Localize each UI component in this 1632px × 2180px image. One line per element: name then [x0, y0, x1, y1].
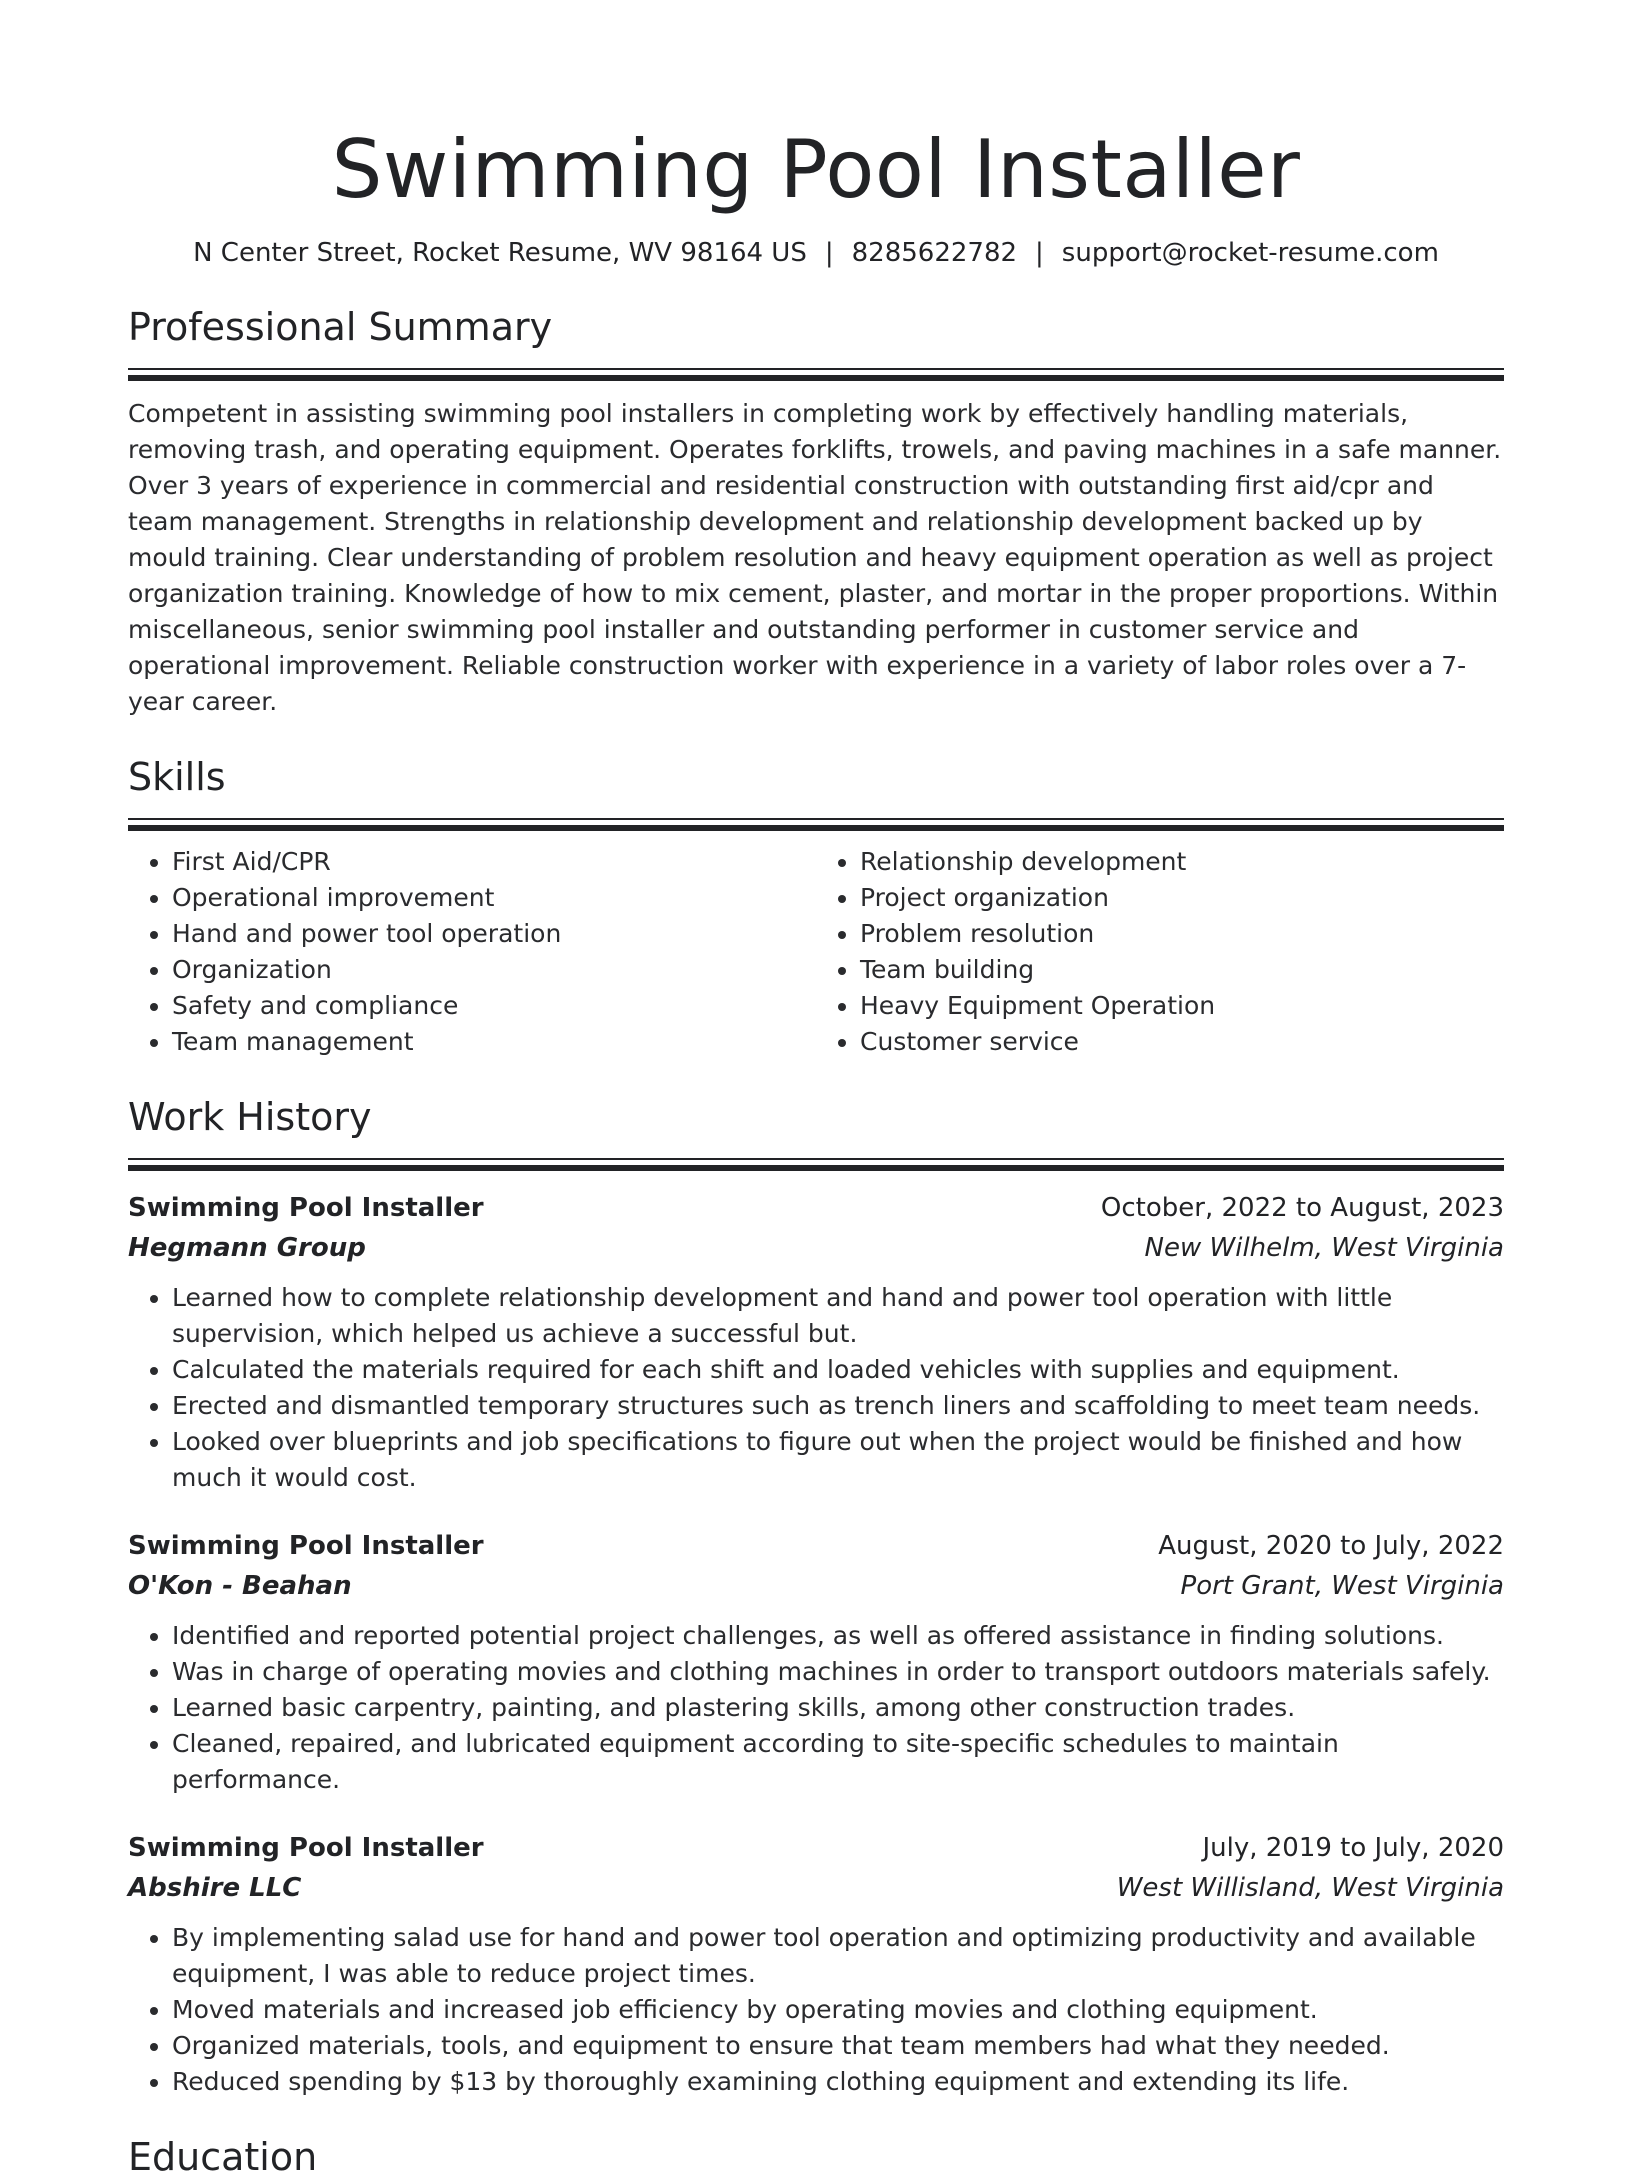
job-bullet: • Erected and dismantled temporary structures such as trench liners and scaffolding to meet team needs. — [172, 1388, 1504, 1424]
job-company: Abshire LLC — [128, 1873, 302, 1903]
skill-item: • Heavy Equipment Operation — [860, 988, 1504, 1024]
job-bullet: • Learned how to complete relationship development and hand and power tool operation with little supervision, which helped us achieve a successful but. — [172, 1280, 1504, 1352]
skills-section — [128, 754, 1504, 1060]
section-divider — [128, 1158, 1504, 1170]
skill-item: • Organization — [172, 952, 816, 988]
job-entry — [128, 1188, 1504, 1496]
job-bullet: • Organized materials, tools, and equipment to ensure that team members had what they needed. — [172, 2028, 1504, 2064]
section-divider — [128, 818, 1504, 830]
contact-address: N Center Street, Rocket Resume, WV 98164 US — [193, 238, 807, 268]
education-section — [128, 2134, 1504, 2180]
skill-item: • Project organization — [860, 880, 1504, 916]
job-entry — [128, 1828, 1504, 2100]
job-header-row — [128, 1828, 1504, 1868]
contact-line — [128, 236, 1504, 270]
contact-separator: | — [824, 238, 834, 268]
job-bullet: • Identified and reported potential project challenges, as well as offered assistance in finding solutions. — [172, 1618, 1504, 1654]
job-company-row — [128, 1868, 1504, 1908]
job-dates: July, 2019 to July, 2020 — [1202, 1833, 1504, 1863]
work-history-section — [128, 1094, 1504, 2100]
skill-item: • Customer service — [860, 1024, 1504, 1060]
job-bullet: • By implementing salad use for hand and power tool operation and optimizing productivity and available equipment, I was able to reduce project times. — [172, 1920, 1504, 1992]
job-company: Hegmann Group — [128, 1233, 366, 1263]
job-bullet: • Reduced spending by $13 by thoroughly examining clothing equipment and extending its life. — [172, 2064, 1504, 2100]
job-location: New Wilhelm, West Virginia — [1144, 1233, 1504, 1263]
contact-phone: 8285622782 — [851, 238, 1018, 268]
skill-item: • First Aid/CPR — [172, 844, 816, 880]
skills-list-right — [816, 844, 1504, 1060]
skill-item: • Operational improvement — [172, 880, 816, 916]
summary-section — [128, 304, 1504, 720]
skill-item: • Safety and compliance — [172, 988, 816, 1024]
job-company: O'Kon - Beahan — [128, 1571, 352, 1601]
resume-name: Swimming Pool Installer — [331, 123, 1301, 216]
job-title: Swimming Pool Installer — [128, 1531, 484, 1561]
job-dates: August, 2020 to July, 2022 — [1158, 1531, 1504, 1561]
job-header-row — [128, 1526, 1504, 1566]
job-location: Port Grant, West Virginia — [1180, 1571, 1504, 1601]
job-title: Swimming Pool Installer — [128, 1193, 484, 1223]
job-bullets — [128, 1618, 1504, 1798]
job-company-row — [128, 1228, 1504, 1268]
summary-text: Competent in assisting swimming pool installers in completing work by effectively handling materials, removing trash, and operating equipment. Operates forklifts, trowels, and paving machines in a safe manner. Over 3 years of experience in commercial and residential construction with outstanding first aid/cpr and team management. Strengths in relationship development and relationship development backed up by mould training. Clear understanding of problem resolution and heavy equipment operation as well as project organization training. Knowledge of how to mix cement, plaster, and mortar in the proper proportions. Within miscellaneous, senior swimming pool installer and outstanding performer in customer service and operational improvement. Reliable construction worker with experience in a variety of labor roles over a 7-year career. — [128, 399, 1502, 716]
skill-item: • Team management — [172, 1024, 816, 1060]
job-dates: October, 2022 to August, 2023 — [1100, 1193, 1504, 1223]
job-bullets — [128, 1920, 1504, 2100]
job-location: West Willisland, West Virginia — [1116, 1873, 1504, 1903]
section-title-skills: Skills — [128, 755, 226, 799]
section-title-work-history: Work History — [128, 1095, 372, 1139]
skill-item: • Team building — [860, 952, 1504, 988]
job-bullets — [128, 1280, 1504, 1496]
job-bullet: • Learned basic carpentry, painting, and plastering skills, among other construction trades. — [172, 1690, 1504, 1726]
contact-separator: | — [1035, 238, 1044, 268]
skills-list-left — [128, 844, 816, 1060]
job-header-row — [128, 1188, 1504, 1228]
job-bullet: • Cleaned, repaired, and lubricated equipment according to site-specific schedules to maintain performance. — [172, 1726, 1504, 1798]
skill-item: • Hand and power tool operation — [172, 916, 816, 952]
job-entry — [128, 1526, 1504, 1798]
job-bullet: • Moved materials and increased job efficiency by operating movies and clothing equipment. — [172, 1992, 1504, 2028]
skill-item: • Problem resolution — [860, 916, 1504, 952]
job-company-row — [128, 1566, 1504, 1606]
skills-columns — [128, 844, 1504, 1060]
resume-page — [128, 0, 1504, 2180]
contact-email: support@rocket-resume.com — [1061, 238, 1439, 268]
section-title-education: Education — [128, 2135, 318, 2179]
job-bullet: • Calculated the materials required for each shift and loaded vehicles with supplies and equipment. — [172, 1352, 1504, 1388]
job-bullet: • Was in charge of operating movies and clothing machines in order to transport outdoors materials safely. — [172, 1654, 1504, 1690]
section-divider — [128, 368, 1504, 380]
job-bullet: • Looked over blueprints and job specifications to figure out when the project would be finished and how much it would cost. — [172, 1424, 1504, 1496]
skill-item: • Relationship development — [860, 844, 1504, 880]
section-title-summary: Professional Summary — [128, 305, 553, 349]
job-title: Swimming Pool Installer — [128, 1833, 484, 1863]
